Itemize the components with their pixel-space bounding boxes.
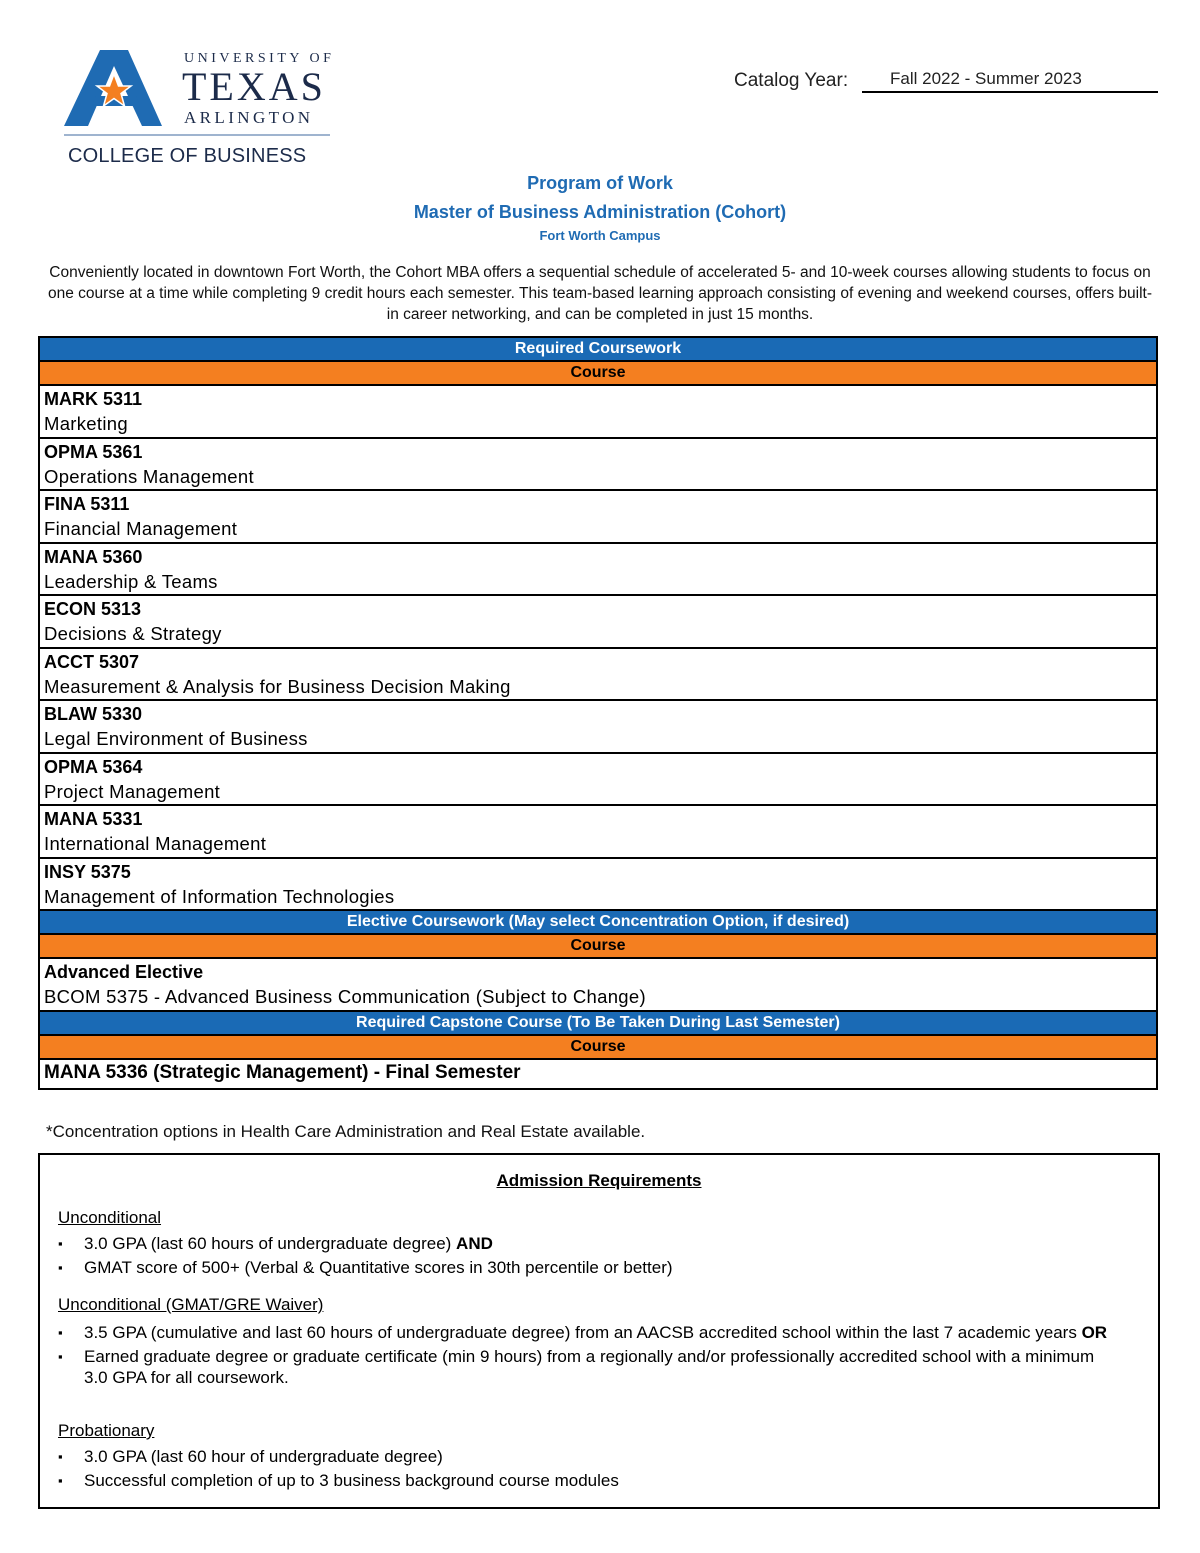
required-coursework-header: Required Coursework	[40, 338, 1156, 362]
course-row	[40, 701, 1156, 754]
course-code: OPMA 5364	[44, 756, 143, 777]
course-code: MANA 5360	[44, 546, 143, 567]
course-row	[40, 806, 1156, 859]
item-connector: OR	[1081, 1323, 1108, 1342]
probationary-list	[58, 1446, 1118, 1494]
item-text: 3.5 GPA (cumulative and last 60 hours of undergraduate degree) from an AACSB accredited school within the last 7 academic years	[84, 1323, 1077, 1342]
elective-code: Advanced Elective	[44, 962, 204, 982]
course-title: International Management	[44, 833, 267, 854]
list-item	[58, 1233, 1118, 1254]
item-text: 3.0 GPA (last 60 hour of undergraduate degree)	[84, 1447, 443, 1466]
uta-a-star-icon	[62, 48, 172, 128]
elective-course-subheader: Course	[40, 935, 1156, 959]
capstone-course-subheader: Course	[40, 1036, 1156, 1060]
item-text: Successful completion of up to 3 business background course modules	[84, 1471, 619, 1490]
course-title: Leadership & Teams	[44, 570, 218, 592]
elective-title: BCOM 5375 - Advanced Business Communication (Subject to Change)	[44, 986, 646, 1007]
waiver-list	[58, 1322, 1118, 1391]
course-row	[40, 544, 1156, 597]
elective-coursework-header: Elective Coursework (May select Concentration Option, if desired)	[40, 911, 1156, 935]
course-title: Marketing	[44, 413, 128, 434]
concentration-note: *Concentration options in Health Care Administration and Real Estate available.	[46, 1122, 646, 1141]
degree-title: Master of Business Administration (Cohort)	[413, 202, 787, 222]
logo-divider	[64, 134, 330, 136]
capstone-header: Required Capstone Course (To Be Taken During Last Semester)	[40, 1012, 1156, 1036]
catalog-year-field	[862, 69, 1158, 93]
page-title: Program of Work	[527, 173, 673, 193]
course-row	[40, 859, 1156, 912]
section-title-waiver: Unconditional (GMAT/GRE Waiver)	[58, 1295, 324, 1314]
coursework-table	[38, 336, 1158, 1090]
list-item	[58, 1470, 1118, 1491]
course-title: Financial Management	[44, 518, 238, 539]
course-row	[40, 491, 1156, 544]
logo-university-of: UNIVERSITY OF	[184, 51, 335, 66]
course-code: BLAW 5330	[44, 704, 143, 724]
course-row	[40, 596, 1156, 649]
course-row	[40, 439, 1156, 492]
capstone-course: MANA 5336 (Strategic Management) - Final Semester	[44, 1061, 521, 1083]
course-row	[40, 754, 1156, 807]
list-item	[58, 1346, 1118, 1388]
admission-requirements-box	[38, 1153, 1160, 1509]
logo-college-of-business: COLLEGE OF BUSINESS	[68, 145, 307, 167]
catalog-year-label: Catalog Year:	[734, 70, 849, 91]
admission-header: Admission Requirements	[496, 1171, 702, 1190]
item-connector: AND	[456, 1234, 493, 1253]
logo-texas: TEXAS	[182, 64, 326, 109]
unconditional-list	[58, 1233, 1118, 1281]
list-item	[58, 1322, 1118, 1343]
required-course-subheader: Course	[40, 362, 1156, 386]
course-title: Management of Information Technologies	[44, 885, 395, 907]
course-code: ECON 5313	[44, 599, 142, 619]
item-text: 3.0 GPA (last 60 hours of undergraduate degree)	[84, 1234, 452, 1253]
course-code: ACCT 5307	[44, 651, 140, 672]
course-code: OPMA 5361	[44, 441, 143, 462]
section-title-probationary: Probationary	[58, 1421, 155, 1440]
item-text: Earned graduate degree or graduate certificate (min 9 hours) from a regionally and/or professionally accredited school with a minimum 3.0 GPA for all coursework.	[84, 1347, 1095, 1387]
course-code: MANA 5331	[44, 809, 143, 829]
section-title-unconditional: Unconditional	[58, 1208, 162, 1227]
course-code: INSY 5375	[44, 861, 131, 882]
course-row	[40, 649, 1156, 702]
catalog-year	[734, 69, 1082, 92]
list-item	[58, 1257, 1118, 1278]
list-item	[58, 1446, 1118, 1467]
page-titles	[0, 172, 1200, 244]
course-code: FINA 5311	[44, 494, 130, 514]
course-row	[40, 386, 1156, 439]
catalog-year-value: Fall 2022 - Summer 2023	[890, 69, 1082, 88]
program-intro: Conveniently located in downtown Fort Worth, the Cohort MBA offers a sequential schedule of accelerated 5- and 10-week courses allowing students to focus on one course at a time while completing 9 credit hours each semester. This team-based learning approach consisting of evening and weekend courses, offers built-in career networking, and can be completed in just 15 months.	[48, 264, 1152, 323]
campus-title: Fort Worth Campus	[539, 228, 661, 243]
course-title: Legal Environment of Business	[44, 728, 308, 749]
item-text: GMAT score of 500+ (Verbal & Quantitative scores in 30th percentile or better)	[84, 1258, 673, 1277]
course-title: Measurement & Analysis for Business Decision Making	[44, 675, 511, 697]
uta-logo	[62, 48, 342, 173]
logo-arlington: ARLINGTON	[184, 108, 314, 127]
course-code: MARK 5311	[44, 389, 143, 409]
course-title: Operations Management	[44, 465, 254, 487]
course-title: Project Management	[44, 780, 221, 802]
elective-course-row	[40, 959, 1156, 1012]
course-title: Decisions & Strategy	[44, 623, 222, 644]
